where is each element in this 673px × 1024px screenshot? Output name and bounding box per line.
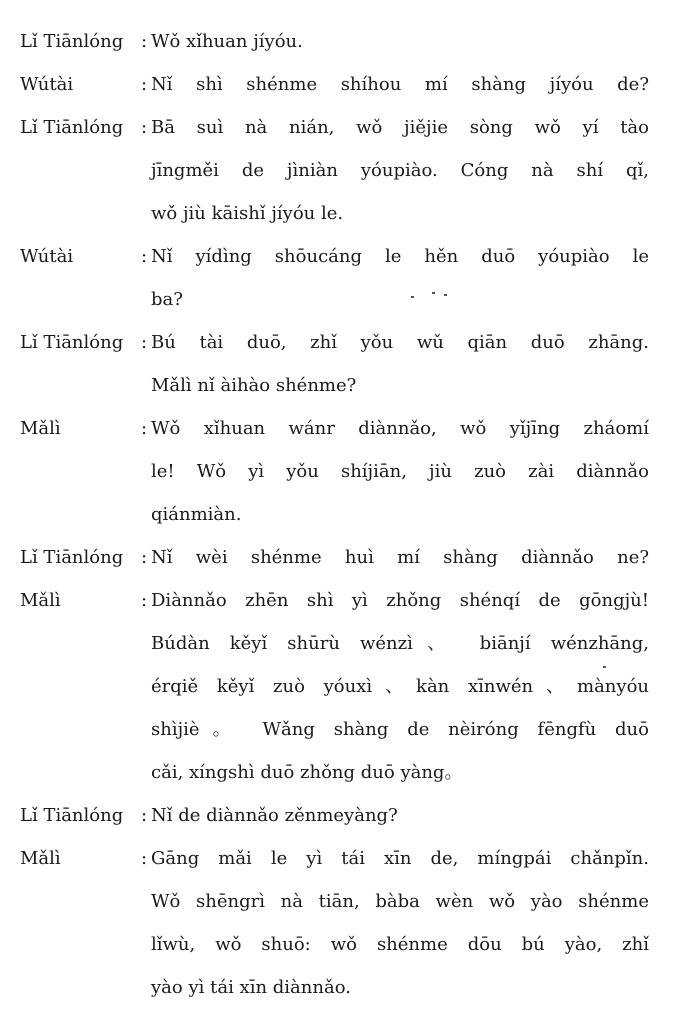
- utterance-text: [151, 536, 649, 579]
- utterance-text: [151, 837, 649, 1009]
- speaker-name: Lǐ Tiānlóng: [20, 31, 124, 52]
- speaker-name: Lǐ Tiānlóng: [20, 547, 124, 568]
- speaker-name: Wútài: [20, 74, 74, 95]
- utterance-line: Nǐ de diànnǎo zěnmeyàng?: [151, 805, 398, 826]
- speaker-colon: :: [141, 117, 148, 138]
- utterance-line: Wǒ xǐhuan jíyóu.: [151, 31, 303, 52]
- speaker-colon: :: [141, 418, 148, 439]
- utterance-line: cǎi, xíngshì duō zhǒng duō yàng。: [151, 762, 463, 783]
- utterance-text: [151, 235, 649, 321]
- scan-speck: [432, 292, 435, 294]
- utterance-line: Gāng mǎi le yì tái xīn de, míngpái chǎnpǐn.: [151, 848, 649, 869]
- utterance-line: Búdàn kěyǐ shūrù wénzì、 biānjí wénzhāng,: [151, 633, 649, 654]
- speaker-name: Lǐ Tiānlóng: [20, 332, 124, 353]
- speaker-name: Mǎlì: [20, 590, 61, 611]
- utterance-line: Nǐ yídìng shōucáng le hěn duō yóupiào le: [151, 246, 649, 267]
- speaker-colon: :: [141, 31, 148, 52]
- utterance-line: Nǐ shì shénme shíhou mí shàng jíyóu de?: [151, 74, 649, 95]
- utterance-line: érqiě kěyǐ zuò yóuxì、kàn xīnwén、mànyóu: [151, 676, 649, 697]
- speaker-colon: :: [141, 547, 148, 568]
- speaker-colon: :: [141, 805, 148, 826]
- utterance-line: Nǐ wèi shénme huì mí shàng diànnǎo ne?: [151, 547, 649, 568]
- utterance-text: [151, 579, 649, 794]
- scan-speck: [411, 296, 414, 298]
- speaker-colon: :: [141, 246, 148, 267]
- utterance-line: shìjiè。 Wǎng shàng de nèiróng fēngfù duō: [151, 719, 649, 740]
- utterance-line: Wǒ shēngrì nà tiān, bàba wèn wǒ yào shénme: [151, 891, 649, 912]
- utterance-text: [151, 20, 649, 63]
- scan-speck: [603, 666, 606, 668]
- speaker-name: Wútài: [20, 246, 74, 267]
- speaker-name: Lǐ Tiānlóng: [20, 117, 124, 138]
- utterance-text: [151, 106, 649, 235]
- speaker-name: Mǎlì: [20, 848, 61, 869]
- utterance-line: Diànnǎo zhēn shì yì zhǒng shénqí de gōngjù!: [151, 590, 649, 611]
- speaker-colon: :: [141, 848, 148, 869]
- utterance-line: le! Wǒ yì yǒu shíjiān, jiù zuò zài diànnǎo: [151, 461, 649, 482]
- speaker-colon: :: [141, 74, 148, 95]
- speaker-name: Lǐ Tiānlóng: [20, 805, 124, 826]
- utterance-text: [151, 794, 649, 837]
- speaker-colon: :: [141, 332, 148, 353]
- utterance-text: [151, 63, 649, 106]
- utterance-line: Bú tài duō, zhǐ yǒu wǔ qiān duō zhāng.: [151, 332, 649, 353]
- utterance-line: qiánmiàn.: [151, 504, 242, 525]
- utterance-line: Wǒ xǐhuan wánr diànnǎo, wǒ yǐjīng zháomí: [151, 418, 649, 439]
- speaker-name: Mǎlì: [20, 418, 61, 439]
- utterance-line: Mǎlì nǐ àihào shénme?: [151, 375, 357, 396]
- utterance-line: lǐwù, wǒ shuō: wǒ shénme dōu bú yào, zhǐ: [151, 934, 649, 955]
- utterance-line: wǒ jiù kāishǐ jíyóu le.: [151, 203, 344, 224]
- scan-speck: [444, 294, 447, 296]
- speaker-colon: :: [141, 590, 148, 611]
- utterance-text: [151, 407, 649, 536]
- utterance-line: ba?: [151, 289, 183, 310]
- utterance-text: [151, 321, 649, 407]
- utterance-line: jīngměi de jìniàn yóupiào. Cóng nà shí qǐ,: [151, 160, 649, 181]
- utterance-line: yào yì tái xīn diànnǎo.: [151, 977, 351, 998]
- utterance-line: Bā suì nà nián, wǒ jiějie sòng wǒ yí tào: [151, 117, 649, 138]
